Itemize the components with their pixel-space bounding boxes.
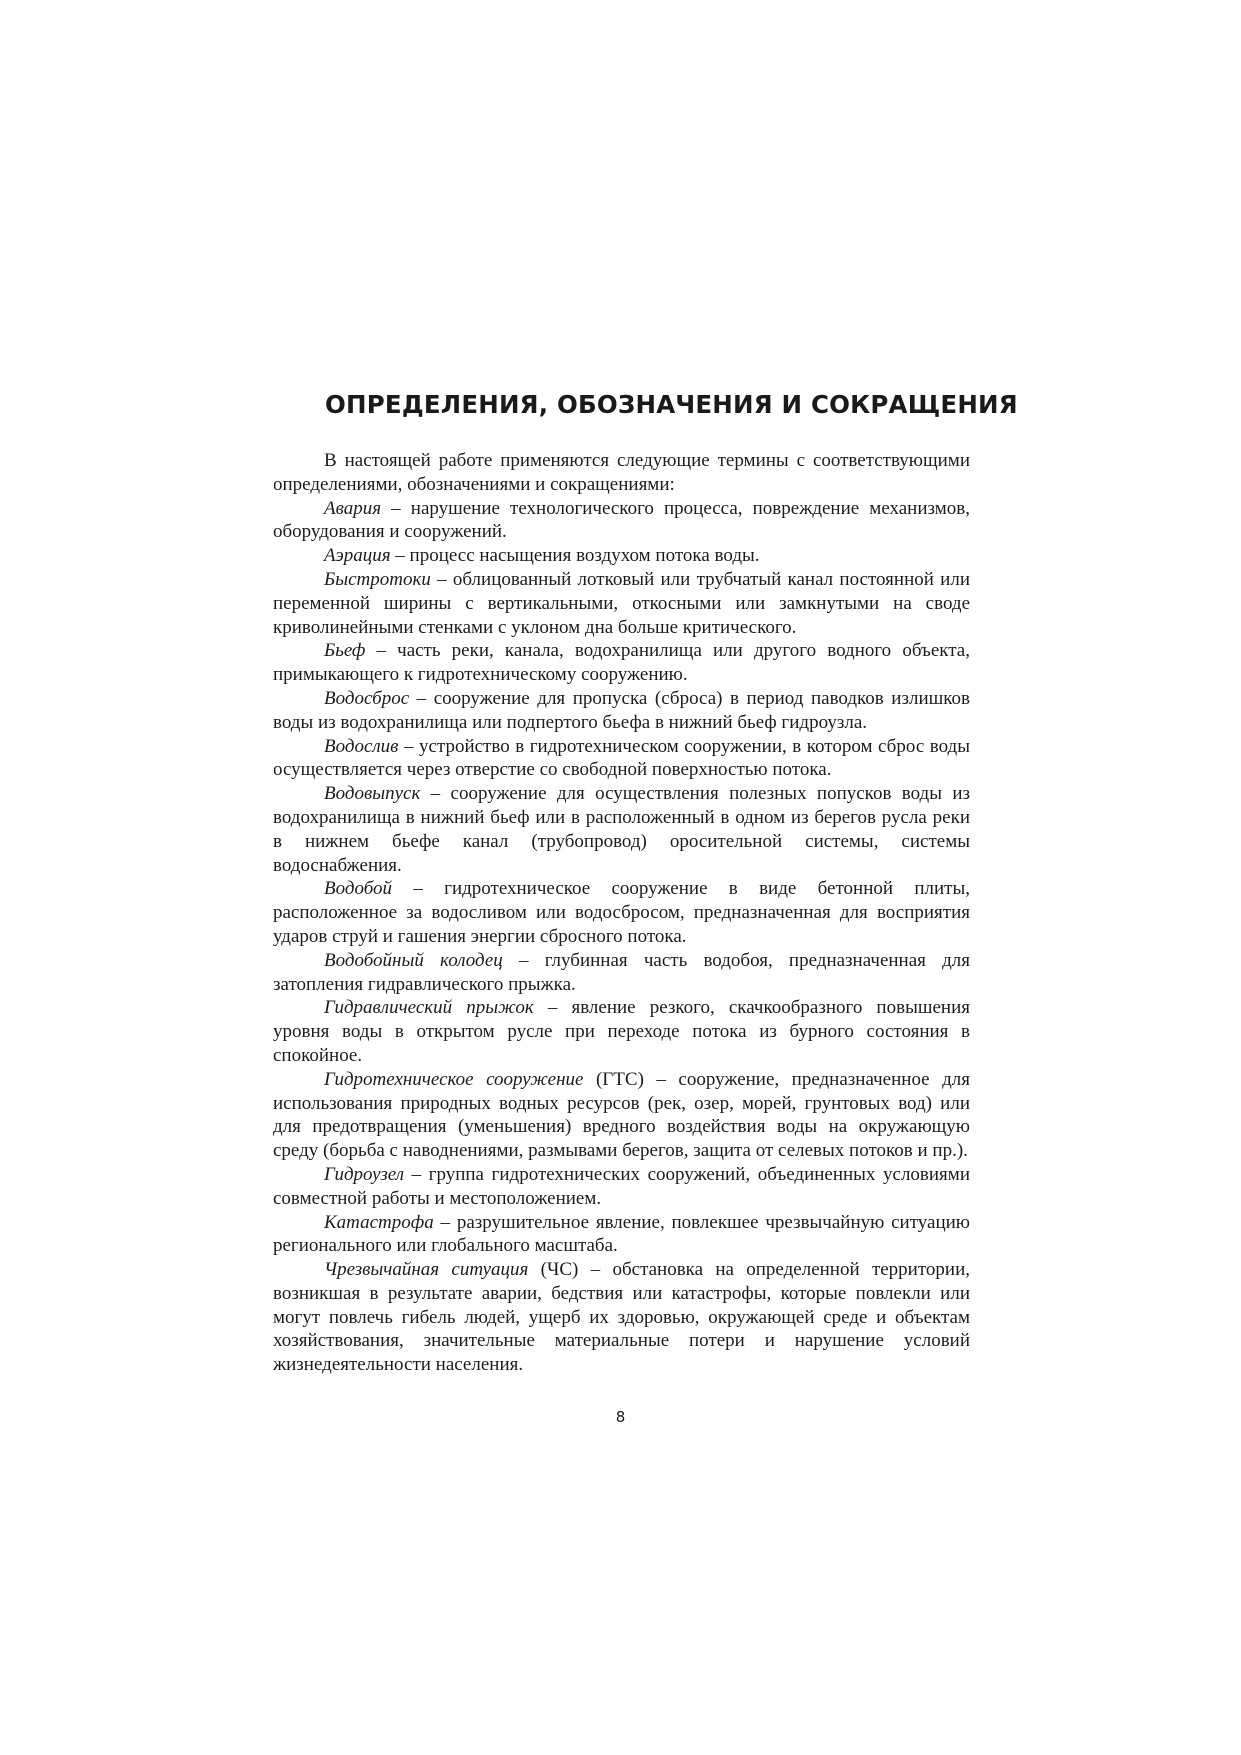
page-number: 8: [615, 1408, 626, 1426]
definition-entry: [273, 639, 970, 687]
definition-entry: [273, 735, 970, 783]
definition-term: Катастрофа: [324, 1211, 434, 1233]
definition-term: Водобойный колодец: [324, 949, 503, 971]
definition-entry: [273, 949, 970, 997]
definition-entry: [273, 497, 970, 545]
definition-text: (ГТС) – сооружение, предназначенное для использования природных водных ресурсов (рек, озер, морей, грунтовых вод) или для предотвращения (уменьшения) вредного воздействия воды на окружающую среду (борьба с наводнениями, размывами берегов, защита от селевых потоков и пр.).: [273, 1068, 970, 1162]
definition-term: Водослив: [324, 735, 399, 757]
definition-term: Аэрация: [324, 545, 391, 567]
definition-entry: [273, 568, 970, 639]
definition-entry: [273, 687, 970, 735]
definition-term: Авария: [324, 497, 382, 519]
definition-entry: [273, 1068, 970, 1163]
definitions-body: [273, 449, 970, 1377]
definition-term: Чрезвычайная ситуация: [324, 1259, 529, 1281]
definition-text: – гидротехническое сооружение в виде бетонной плиты, расположенное за водосливом или водосбросом, предназначенная для восприятия ударов струй и гашения энергии сбросного потока.: [273, 878, 970, 947]
definition-entry: [273, 544, 970, 568]
definition-entry: [273, 1211, 970, 1259]
definition-term: Бьеф: [324, 640, 366, 662]
definition-text: (ЧС) – обстановка на определенной территории, возникшая в результате аварии, бедствия или катастрофы, которые повлекли или могут повлечь гибель людей, ущерб их здоровью, окружающей среде и объектам хозяйствования, значительные материальные потери и нарушение условий жизнедеятельности населения.: [273, 1259, 970, 1376]
definition-entry: [273, 782, 970, 877]
definition-text: – нарушение технологического процесса, повреждение механизмов, оборудования и сооружений.: [273, 497, 970, 543]
definition-text: – облицованный лотковый или трубчатый канал постоянной или переменной ширины с вертикальными, откосными или замкнутыми на своде криволинейными стенками с уклоном дна больше критического.: [273, 568, 970, 638]
definition-term: Гидротехническое сооружение: [324, 1068, 584, 1090]
definition-text: – глубинная часть водобоя, предназначенная для затопления гидравлического прыжка.: [273, 949, 970, 995]
definition-text: – сооружение для осуществления полезных попусков воды из водохранилища в нижний бьеф или в расположенный в одном из берегов русла реки в нижнем бьефе канал (трубопровод) оросительной системы, системы водоснабжения.: [273, 783, 970, 876]
definition-text: – устройство в гидротехническом сооружении, в котором сброс воды осуществляется через отверстие со свободной поверхностью потока.: [273, 735, 970, 781]
definition-text: – часть реки, канала, водохранилища или другого водного объекта, примыкающего к гидротехническому сооружению.: [273, 640, 970, 686]
definition-term: Гидроузел: [324, 1163, 405, 1185]
definition-term: Водобой: [324, 878, 393, 900]
intro-paragraph: В настоящей работе применяются следующие термины с соответствующими определениями, обозначениями и сокращениями:: [273, 450, 970, 495]
definition-term: Водосброс: [324, 687, 410, 709]
definition-text: – разрушительное явление, повлекшее чрезвычайную ситуацию регионального или глобального масштаба.: [273, 1211, 970, 1257]
definition-entry: [273, 1258, 970, 1377]
definition-text: – группа гидротехнических сооружений, объединенных условиями совместной работы и местоположением.: [273, 1163, 970, 1209]
page-title: ОПРЕДЕЛЕНИЯ, ОБОЗНАЧЕНИЯ И СОКРАЩЕНИЯ: [325, 390, 1018, 419]
definition-text: – явление резкого, скачкообразного повышения уровня воды в открытом русле при переходе потока из бурного состояния в спокойное.: [273, 997, 970, 1066]
definition-term: Гидравлический прыжок: [324, 997, 534, 1019]
definition-entry: [273, 996, 970, 1067]
definition-entry: [273, 1163, 970, 1211]
definition-text: – сооружение для пропуска (сброса) в период паводков излишков воды из водохранилища или подпертого бьефа в нижний бьеф гидроузла.: [273, 687, 970, 733]
definition-text: – процесс насыщения воздухом потока воды.: [390, 545, 760, 567]
definition-term: Водовыпуск: [324, 783, 421, 805]
definition-term: Быстротоки: [324, 568, 431, 590]
definition-entry: [273, 877, 970, 948]
